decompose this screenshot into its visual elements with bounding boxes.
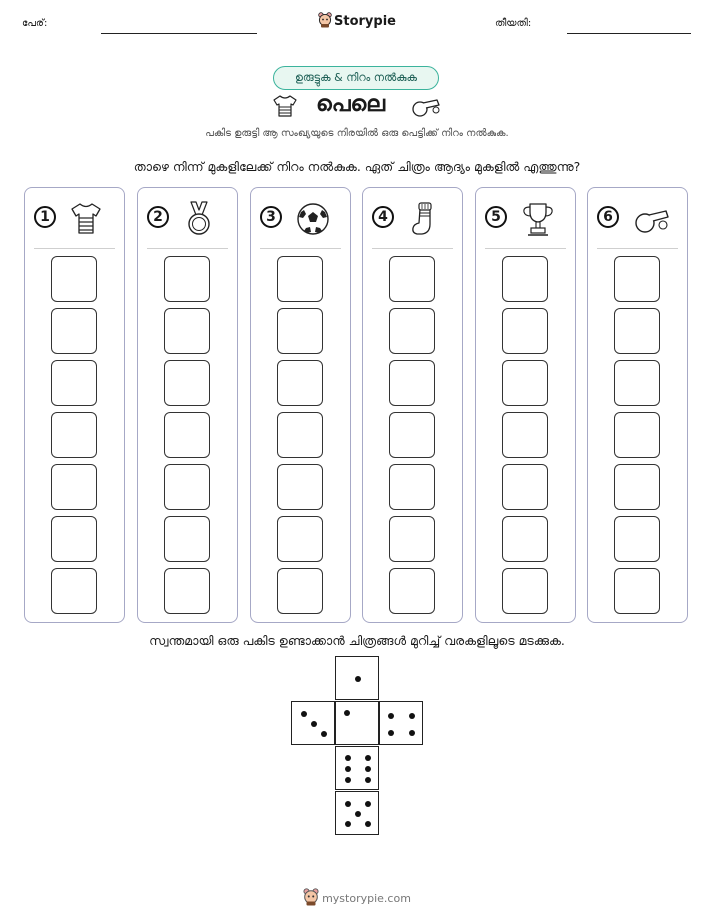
color-box[interactable] [277, 412, 323, 458]
color-box[interactable] [51, 308, 97, 354]
column-header [363, 198, 462, 238]
column-2 [137, 187, 238, 623]
color-box[interactable] [164, 516, 210, 562]
column-number: 6 [597, 206, 619, 228]
color-box[interactable] [389, 464, 435, 510]
column-divider [372, 248, 453, 249]
color-box[interactable] [389, 308, 435, 354]
column-number: 3 [260, 206, 282, 228]
column-divider [485, 248, 566, 249]
die-face-6[interactable] [335, 746, 379, 790]
die-pip [311, 721, 317, 727]
die-pip [388, 730, 394, 736]
color-box[interactable] [277, 516, 323, 562]
color-box[interactable] [614, 308, 660, 354]
column-header [251, 198, 350, 238]
shirt-icon [69, 200, 103, 238]
die-pip [344, 710, 350, 716]
sock-icon [407, 200, 441, 238]
color-box[interactable] [277, 256, 323, 302]
color-box[interactable] [502, 308, 548, 354]
color-box[interactable] [277, 360, 323, 406]
column-number: 4 [372, 206, 394, 228]
color-box[interactable] [164, 412, 210, 458]
storypie-mascot-icon [318, 12, 332, 28]
color-box[interactable] [389, 568, 435, 614]
whistle-icon [410, 96, 442, 118]
date-line[interactable] [567, 33, 691, 34]
color-box[interactable] [164, 568, 210, 614]
die-pip [409, 730, 415, 736]
color-box[interactable] [389, 412, 435, 458]
shirt-icon [272, 94, 298, 118]
color-box[interactable] [389, 360, 435, 406]
column-number: 1 [34, 206, 56, 228]
column-6 [587, 187, 688, 623]
die-pip [365, 755, 371, 761]
color-box[interactable] [502, 516, 548, 562]
color-box[interactable] [614, 464, 660, 510]
column-3 [250, 187, 351, 623]
color-box[interactable] [164, 360, 210, 406]
page-subtitle: പകിട ഉരുട്ടി ആ സംഖ്യയുടെ നിരയിൽ ഒരു പെട്ടിക്ക് നിറം നൽകുക. [205, 128, 509, 139]
color-box[interactable] [51, 568, 97, 614]
die-pip [365, 766, 371, 772]
color-box[interactable] [164, 464, 210, 510]
column-1 [24, 187, 125, 623]
color-box[interactable] [277, 308, 323, 354]
die-face-1[interactable] [335, 656, 379, 700]
column-divider [597, 248, 678, 249]
die-pip [345, 777, 351, 783]
name-line[interactable] [101, 33, 257, 34]
color-box[interactable] [502, 256, 548, 302]
die-pip [321, 731, 327, 737]
color-box[interactable] [389, 516, 435, 562]
trophy-icon [520, 200, 556, 238]
die-pip [301, 711, 307, 717]
die-face-4[interactable] [379, 701, 423, 745]
color-box[interactable] [51, 360, 97, 406]
column-header [25, 198, 124, 238]
die-face-5[interactable] [335, 791, 379, 835]
die-pip [388, 713, 394, 719]
color-box[interactable] [614, 360, 660, 406]
color-box[interactable] [502, 360, 548, 406]
coloring-instruction: താഴെ നിന്ന് മുകളിലേക്ക് നിറം നൽകുക. ഏത് ചിത്രം ആദ്യം മുകളിൽ എത്തുന്നു? [133, 159, 581, 174]
die-face-3[interactable] [291, 701, 335, 745]
whistle-icon [632, 200, 672, 238]
page-title: പെലെ [316, 92, 386, 117]
die-pip [355, 676, 361, 682]
die-pip [345, 801, 351, 807]
footer-url[interactable]: mystorypie.com [322, 892, 411, 905]
column-number: 5 [485, 206, 507, 228]
date-label: തീയതി: [495, 18, 532, 29]
die-pip [345, 821, 351, 827]
die-pip [365, 777, 371, 783]
color-box[interactable] [277, 568, 323, 614]
dice-instruction: സ്വന്തമായി ഒരു പകിട ഉണ്ടാക്കാൻ ചിത്രങ്ങൾ മുറിച്ച് വരകളിലൂടെ മടക്കുക. [149, 633, 565, 648]
column-divider [34, 248, 115, 249]
color-box[interactable] [164, 256, 210, 302]
medal-icon [182, 200, 216, 238]
name-label: പേര്: [22, 18, 48, 29]
column-4 [362, 187, 463, 623]
column-divider [260, 248, 341, 249]
die-pip [345, 766, 351, 772]
activity-badge: ഉരുട്ടുക & നിറം നൽകുക [273, 66, 439, 90]
footer [0, 888, 714, 906]
color-box[interactable] [614, 516, 660, 562]
color-box[interactable] [502, 464, 548, 510]
color-box[interactable] [51, 412, 97, 458]
color-box[interactable] [51, 516, 97, 562]
die-pip [409, 713, 415, 719]
die-face-1[interactable] [335, 701, 379, 745]
color-box[interactable] [614, 568, 660, 614]
column-header [138, 198, 237, 238]
soccer-ball-icon [295, 200, 331, 238]
column-number: 2 [147, 206, 169, 228]
column-5 [475, 187, 576, 623]
die-pip [365, 821, 371, 827]
color-box[interactable] [389, 256, 435, 302]
die-pip [345, 755, 351, 761]
title-row [0, 92, 714, 122]
color-box[interactable] [51, 464, 97, 510]
color-box[interactable] [502, 568, 548, 614]
color-box[interactable] [51, 256, 97, 302]
color-box[interactable] [164, 308, 210, 354]
die-pip [365, 801, 371, 807]
brand-name: Storypie [334, 14, 396, 29]
column-header [476, 198, 575, 238]
color-box[interactable] [614, 412, 660, 458]
storypie-mascot-icon [303, 888, 319, 906]
color-box[interactable] [277, 464, 323, 510]
brand-logo [0, 12, 714, 29]
color-box[interactable] [614, 256, 660, 302]
die-pip [355, 811, 361, 817]
color-box[interactable] [502, 412, 548, 458]
column-divider [147, 248, 228, 249]
column-header [588, 198, 687, 238]
